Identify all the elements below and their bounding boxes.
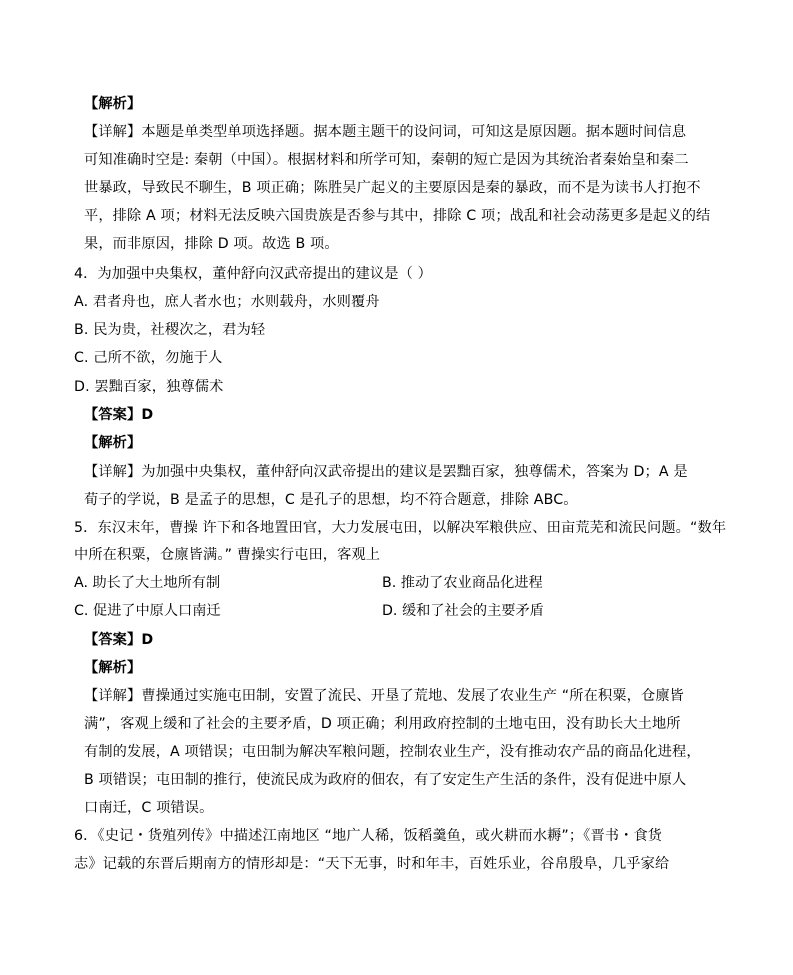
q4-option-c: C. 己所不欲，勿施于人 [74, 350, 223, 366]
q6-stem-line: 6．《史记・货殖列传》中描述江南地区 “地广人稀，饭稻羹鱼，或火耕而水耨”；《晋书・食货 [74, 828, 663, 844]
q5-stem-line: 5．东汉末年，曹操 许下和各地置田官，大力发展屯田，以解决军粮供应、田亩荒芜和流民问题。“数年 [74, 520, 727, 536]
q4-analysis-label: 【解析】 [84, 435, 142, 451]
q5-answer: 【答案】D [84, 632, 154, 648]
q3-detail-line: 世暴政，导致民不聊生，B 项正确；陈胜吴广起义的主要原因是秦的暴政，而不是为读书人打抱不 [84, 180, 701, 196]
q4-option-b: B. 民为贵，社稷次之，君为轻 [74, 322, 266, 338]
q4-detail-line: 荀子的学说，B 是孟子的思想，C 是孔子的思想，均不符合题意，排除 ABC。 [84, 492, 578, 508]
q5-option-c: C. 促进了中原人口南迁 [74, 603, 221, 619]
q4-stem: 4．为加强中央集权，董仲舒向汉武帝提出的建议是（ ） [74, 266, 432, 282]
q5-detail-line: 有制的发展，A 项错误；屯田制为解决军粮问题，控制农业生产，没有推动农产品的商品化进程， [84, 744, 701, 760]
q5-option-d: D. 缓和了社会的主要矛盾 [382, 603, 544, 619]
q3-detail-line: 果，而非原因，排除 D 项。故选 B 项。 [84, 236, 339, 252]
q5-detail-line: B 项错误；屯田制的推行，使流民成为政府的佃农，有了安定生产生活的条件，没有促进中原人 [84, 772, 687, 788]
q5-detail-line: 【详解】曹操通过实施屯田制，安置了流民、开垦了荒地、发展了农业生产 “所在积粟，仓廪皆 [84, 688, 685, 704]
q4-option-d: D. 罢黜百家，独尊儒术 [74, 379, 224, 395]
q3-analysis-label: 【解析】 [84, 96, 142, 112]
q5-detail-line: 口南迁，C 项错误。 [84, 800, 214, 816]
q5-analysis-label: 【解析】 [84, 660, 142, 676]
q5-option-a: A. 助长了大土地所有制 [74, 575, 221, 591]
q5-detail-line: 满”，客观上缓和了社会的主要矛盾，D 项正确；利用政府控制的土地屯田，没有助长大土地所 [84, 716, 681, 732]
q3-detail-line: 平，排除 A 项；材料无法反映六国贵族是否参与其中，排除 C 项；战乱和社会动荡更多是起义的结 [84, 208, 711, 224]
q6-stem-line: 志》记载的东晋后期南方的情形却是：“天下无事，时和年丰，百姓乐业，谷帛殷阜，几乎家给 [74, 856, 670, 872]
q3-detail-line: 可知准确时空是: 秦朝（中国）。根据材料和所学可知，秦朝的短亡是因为其统治者秦始皇和秦二 [84, 152, 689, 168]
q4-option-a: A. 君者舟也，庶人者水也；水则载舟，水则覆舟 [74, 294, 380, 310]
q3-detail-line: 【详解】本题是单类型单项选择题。据本题主题干的设问词，可知这是原因题。据本题时间信息 [84, 124, 687, 140]
q4-answer: 【答案】D [84, 407, 154, 423]
q5-stem-line: 中所在积粟，仓廪皆满。” 曹操实行屯田，客观上 [74, 547, 381, 563]
q5-option-b: B. 推动了农业商品化进程 [382, 575, 543, 591]
q4-detail-line: 【详解】为加强中央集权，董仲舒向汉武帝提出的建议是罢黜百家，独尊儒术，答案为 D；A 是 [84, 464, 688, 480]
